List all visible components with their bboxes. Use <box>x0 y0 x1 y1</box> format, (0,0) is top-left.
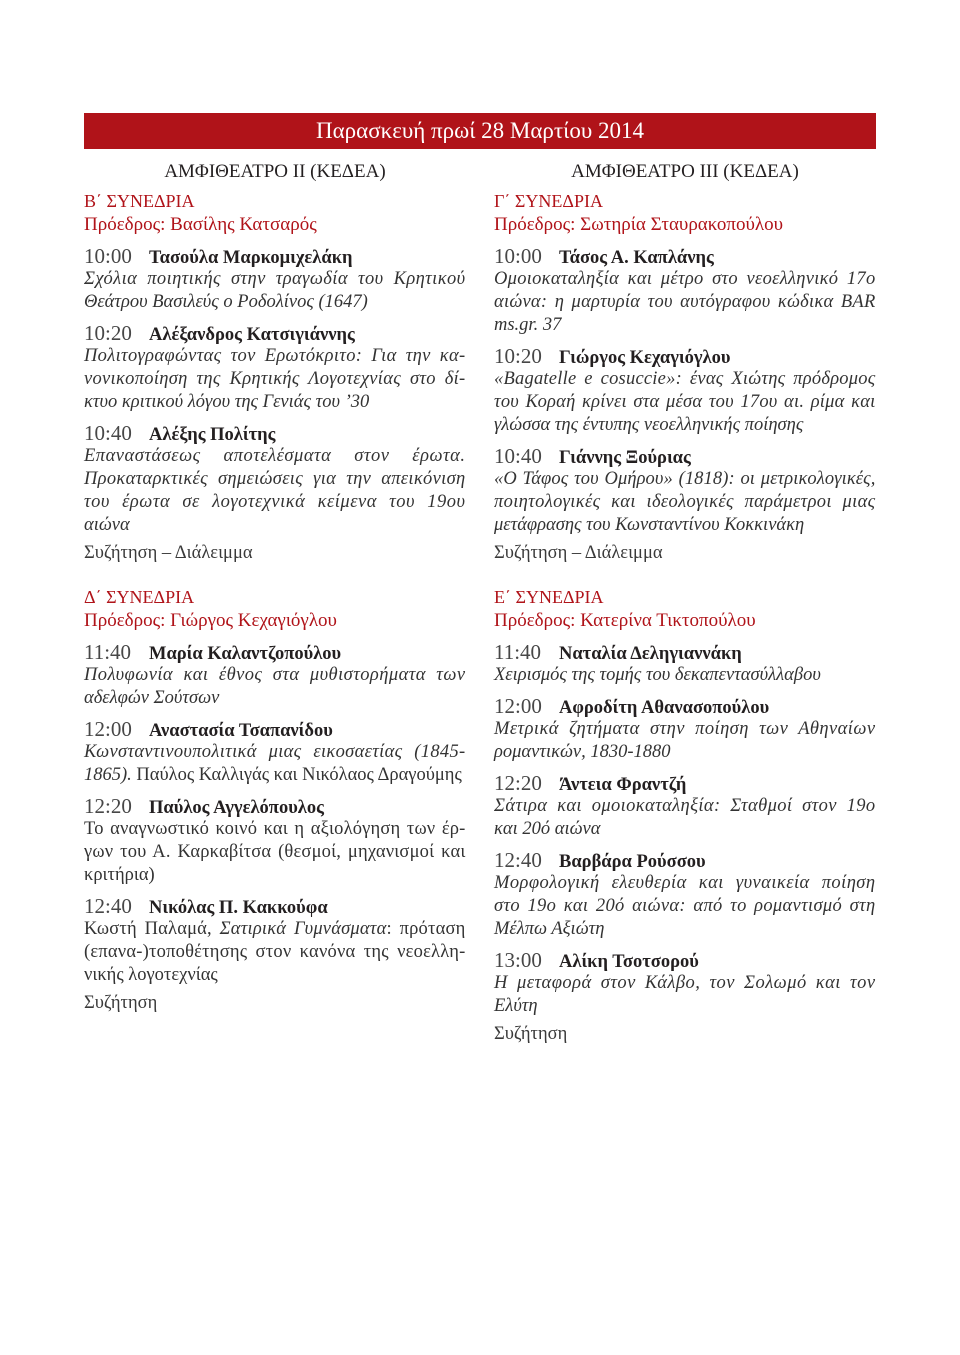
session-title: Γ΄ ΣΥΝΕΔΡΙΑ <box>494 191 603 211</box>
talk-description <box>494 795 876 841</box>
column-amphitheatre-2 <box>84 159 466 1015</box>
description-line <box>84 741 466 764</box>
description-text: Σάτιρα και ομοιοκαταληξία: Σταθμοί στον 19ο <box>494 796 876 816</box>
session-block <box>494 585 876 1046</box>
description-line <box>84 491 466 514</box>
description-line <box>494 995 876 1018</box>
description-text: γλώσσα της έντυπης νεοελληνικής ποίησης <box>494 415 804 435</box>
session-chair: Πρόεδρος: Γιώργος Κεχαγιόγλου <box>84 610 337 631</box>
description-text: Μετρικά ζητήματα στην ποίηση των Αθηναίων <box>494 719 876 739</box>
talk-description <box>84 918 466 987</box>
talk <box>494 444 876 537</box>
talk <box>494 848 876 941</box>
description-text: Η μεταφορά στον Κάλβο, τον Σολωμό και τον <box>494 973 876 993</box>
talk <box>84 421 466 537</box>
talk-description <box>84 445 466 537</box>
description-text: Κωνσταντινουπολιτικά μιας εικοσαετίας (1845- <box>84 742 466 762</box>
description-text: αιώνα <box>84 515 130 535</box>
talk-speaker: Γιάννης Ξούριας <box>559 448 691 468</box>
talk-speaker: Ναταλία Δεληγιαννάκη <box>559 644 742 664</box>
description-text: Θεάτρου Βασιλεύς ο Ροδολίνος (1647) <box>84 292 368 312</box>
description-line <box>494 291 876 314</box>
description-text: Σατιρικά Γυμνάσματα <box>219 919 387 939</box>
description-line <box>84 391 466 414</box>
description-text: ποιητολογικές και ιδεολογικές παράμετροι μιας <box>494 492 876 512</box>
session-closing: Συζήτηση – Διάλειμμα <box>494 543 663 563</box>
description-line <box>494 664 876 687</box>
talk-time: 12:40 <box>84 894 132 918</box>
talk-heading <box>494 694 876 718</box>
talk-speaker: Αλίκη Τσοτσορού <box>559 952 699 972</box>
talk-time: 13:00 <box>494 948 542 972</box>
description-text: κριτήρια) <box>84 865 155 885</box>
talk <box>84 640 466 710</box>
talk-speaker: Τάσος Α. Καπλάνης <box>559 248 714 268</box>
session-chair: Πρόεδρος: Κατερίνα Τικτοπούλου <box>494 610 756 631</box>
description-text: Σχόλια ποιητικής στην τραγωδία του Κρητικού <box>84 269 466 289</box>
talk <box>84 894 466 987</box>
talk-description <box>84 268 466 314</box>
description-text: Επαναστάσεως αποτελέσματα στον έρωτα. <box>84 446 466 466</box>
description-line <box>84 687 466 710</box>
description-line <box>84 268 466 291</box>
talk-heading <box>84 640 466 664</box>
talk-speaker: Νικόλας Π. Κακκούφα <box>149 898 328 918</box>
session-chair: Πρόεδρος: Βασίλης Κατσαρός <box>84 214 317 235</box>
description-line <box>84 864 466 887</box>
banner-title: Παρασκευή πρωί 28 Μαρτίου 2014 <box>316 118 644 143</box>
description-text: Ομοιοκαταληξία και μέτρο στο νεοελληνικό 17ο <box>494 269 876 289</box>
session-title: Ε΄ ΣΥΝΕΔΡΙΑ <box>494 587 604 607</box>
session-list <box>494 189 876 1046</box>
description-text: ρομαντικών, 1830-1880 <box>494 742 671 762</box>
talk-heading <box>494 771 876 795</box>
description-line <box>84 345 466 368</box>
description-line <box>494 972 876 995</box>
talk-time: 10:00 <box>494 244 542 268</box>
description-line <box>84 664 466 687</box>
description-line <box>494 268 876 291</box>
date-banner <box>84 113 876 149</box>
description-text: : πρόταση <box>386 919 466 939</box>
description-text: αιώνα: η μαρτυρία του αυτόγραφου κώδικα BAR <box>494 292 876 312</box>
description-text: νονικοποίηση της Κρητικής Λογοτεχνίας στο δί- <box>84 369 466 389</box>
talk-description <box>84 818 466 887</box>
session-block <box>84 189 466 565</box>
talk-heading <box>84 321 466 345</box>
talk-speaker: Αλέξης Πολίτης <box>149 425 276 445</box>
description-text: και 20ό αιώνα <box>494 819 601 839</box>
description-line <box>494 795 876 818</box>
description-text: (επανα-)τοποθέτησης στον κανόνα της νεοελλη- <box>84 942 466 962</box>
talk-time: 10:20 <box>494 344 542 368</box>
description-text: νικής λογοτεχνίας <box>84 965 218 985</box>
talk-description <box>494 972 876 1018</box>
talk <box>84 717 466 787</box>
talk-heading <box>494 344 876 368</box>
description-text: Παύλος Καλλιγάς και Νικόλαος Δραγούμης <box>131 765 462 785</box>
description-text: κτυο κριτικού λόγου της Γενιάς του ’30 <box>84 392 370 412</box>
talk-time: 11:40 <box>84 640 132 664</box>
description-line <box>84 764 466 787</box>
talk-time: 10:40 <box>494 444 542 468</box>
talk-speaker: Μαρία Καλαντζοπούλου <box>149 644 342 664</box>
description-line <box>84 964 466 987</box>
talk-time: 12:20 <box>84 794 132 818</box>
description-line <box>494 741 876 764</box>
talk-speaker: Άντεια Φραντζή <box>559 775 687 795</box>
talk-description <box>494 872 876 941</box>
talk-heading <box>494 640 876 664</box>
talk-speaker: Αφροδίτη Αθανασοπούλου <box>559 698 770 718</box>
talk-description <box>494 664 876 687</box>
talk-speaker: Τασούλα Μαρκομιχελάκη <box>149 248 353 268</box>
talk-time: 11:40 <box>494 640 542 664</box>
venue-heading: ΑΜΦΙΘΕΑΤΡΟ ΙΙ (ΚΕΔΕΑ) <box>164 161 386 182</box>
talk <box>494 771 876 841</box>
talk-time: 10:20 <box>84 321 132 345</box>
talk-speaker: Αλέξανδρος Κατσιγιάννης <box>149 325 355 345</box>
description-text: Πολιτογραφώντας τον Ερωτόκριτο: Για την κα- <box>84 346 466 366</box>
session-list <box>84 189 466 1015</box>
description-text: του Κοραή κρίνει στα μέσα του 17ου αι. ρίμα και <box>494 392 876 412</box>
description-text: μετάφρασης του Κωνσταντίνου Κοκκινάκη <box>494 515 805 535</box>
talk-speaker: Παύλος Αγγελόπουλος <box>149 798 324 818</box>
description-line <box>84 918 466 941</box>
talk <box>494 694 876 764</box>
description-text: Ελύτη <box>494 996 538 1016</box>
talk <box>494 344 876 437</box>
talk-heading <box>494 444 876 468</box>
description-line <box>84 468 466 491</box>
session-closing: Συζήτηση – Διάλειμμα <box>84 543 253 563</box>
talk-heading <box>84 244 466 268</box>
description-line <box>494 718 876 741</box>
talk-heading <box>494 848 876 872</box>
talk-time: 12:40 <box>494 848 542 872</box>
description-text: αδελφών Σούτσων <box>84 688 220 708</box>
description-text: Κωστή Παλαμά, <box>84 919 220 939</box>
description-line <box>84 941 466 964</box>
talk <box>84 244 466 314</box>
talk <box>494 640 876 687</box>
talk-heading <box>84 717 466 741</box>
session-block <box>84 585 466 1015</box>
description-line <box>84 445 466 468</box>
description-line <box>494 872 876 895</box>
talk-description <box>494 268 876 337</box>
talk <box>494 244 876 337</box>
talk-heading <box>494 948 876 972</box>
talk-description <box>84 345 466 414</box>
session-closing: Συζήτηση <box>494 1024 568 1044</box>
description-text: του έρωτα σε λογοτεχνικά κείμενα του 19ου <box>84 492 466 512</box>
talk-heading <box>84 894 466 918</box>
talk <box>84 321 466 414</box>
description-line <box>494 918 876 941</box>
talk-description <box>84 664 466 710</box>
description-text: «Ο Τάφος του Ομήρου» (1818): οι μετρικολογικές, <box>494 469 876 489</box>
description-line <box>494 491 876 514</box>
session-title: Δ΄ ΣΥΝΕΔΡΙΑ <box>84 587 195 607</box>
description-text: Πολυφωνία και έθνος στα μυθιστορήματα των <box>84 665 466 685</box>
description-text: 1865). <box>84 765 132 785</box>
talk-description <box>494 368 876 437</box>
description-line <box>494 468 876 491</box>
description-text: «Bagatelle e cosuccie»: ένας Χιώτης πρόδρομος <box>494 369 876 389</box>
talk-time: 12:00 <box>84 717 132 741</box>
description-line <box>494 368 876 391</box>
description-line <box>84 818 466 841</box>
talk-description <box>494 468 876 537</box>
talk-description <box>84 741 466 787</box>
description-text: Χειρισμός της τομής του δεκαπεντασύλλαβου <box>494 665 821 685</box>
session-block <box>494 189 876 565</box>
description-text: Μορφολογική ελευθερία και γυναικεία ποίηση <box>494 873 876 893</box>
talk-heading <box>494 244 876 268</box>
talk-time: 12:00 <box>494 694 542 718</box>
description-line <box>494 391 876 414</box>
description-text: Προκαταρκτικές σημειώσεις για την απεικόνιση <box>84 469 466 489</box>
description-line <box>494 895 876 918</box>
talk-heading <box>84 794 466 818</box>
description-line <box>494 414 876 437</box>
description-text: ms.gr. 37 <box>494 315 562 335</box>
description-line <box>494 314 876 337</box>
session-title: Β΄ ΣΥΝΕΔΡΙΑ <box>84 191 195 211</box>
description-text: Μέλπω Αξιώτη <box>494 919 605 939</box>
description-line <box>494 818 876 841</box>
talk-time: 10:00 <box>84 244 132 268</box>
description-line <box>494 514 876 537</box>
talk <box>84 794 466 887</box>
talk <box>494 948 876 1018</box>
venue-heading: ΑΜΦΙΘΕΑΤΡΟ ΙΙΙ (ΚΕΔΕΑ) <box>571 161 799 182</box>
description-line <box>84 841 466 864</box>
talk-speaker: Γιώργος Κεχαγιόγλου <box>559 348 731 368</box>
description-text: γων του Α. Καρκαβίτσα (θεσμοί, μηχανισμοί και <box>84 842 466 862</box>
description-line <box>84 368 466 391</box>
talk-description <box>494 718 876 764</box>
description-line <box>84 514 466 537</box>
talk-time: 10:40 <box>84 421 132 445</box>
talk-speaker: Αναστασία Τσαπανίδου <box>149 721 333 741</box>
description-text: στο 19ο και 20ό αιώνα: από το ρομαντισμό στη <box>494 896 876 916</box>
description-line <box>84 291 466 314</box>
description-text: Το αναγνωστικό κοινό και η αξιολόγηση των έρ- <box>84 819 466 839</box>
session-chair: Πρόεδρος: Σωτηρία Σταυρακοπούλου <box>494 214 784 235</box>
column-amphitheatre-3 <box>494 159 876 1046</box>
session-closing: Συζήτηση <box>84 993 158 1013</box>
talk-speaker: Βαρβάρα Ρούσσου <box>559 852 706 872</box>
talk-heading <box>84 421 466 445</box>
talk-time: 12:20 <box>494 771 542 795</box>
